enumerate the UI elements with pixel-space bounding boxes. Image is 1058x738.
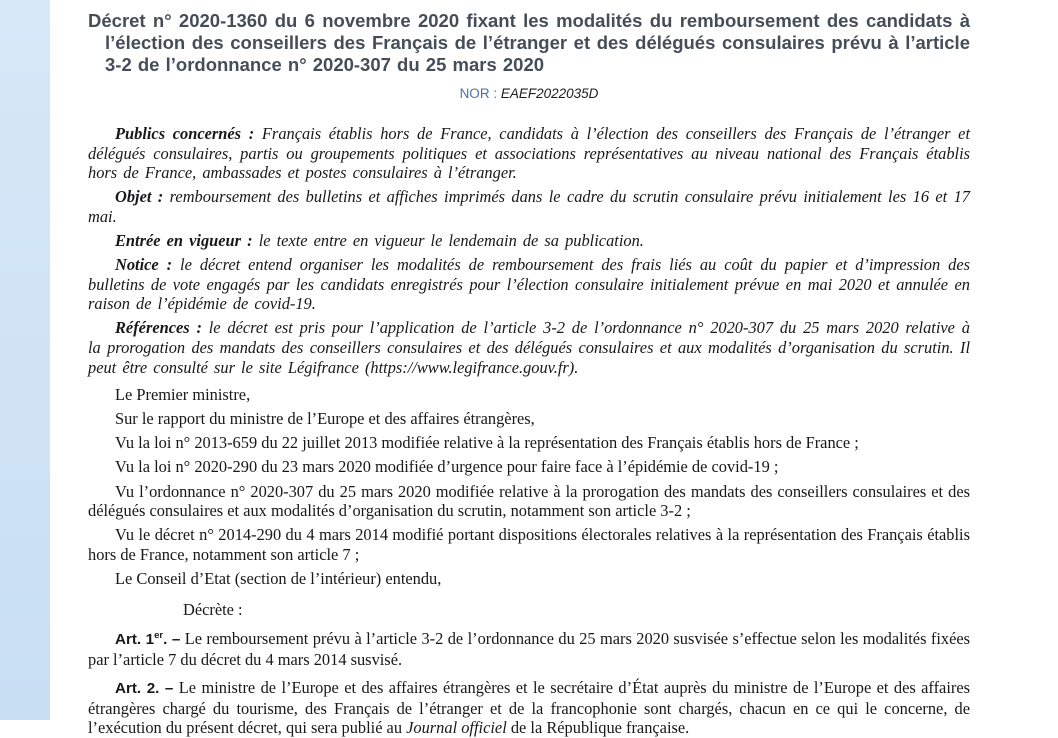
article-1 bbox=[88, 629, 970, 669]
summary-objet-lead: Objet : bbox=[115, 187, 164, 207]
preamble-rapport: Sur le rapport du ministre de l’Europe et des affaires étrangères, bbox=[115, 409, 535, 429]
article-2-lead: Art. 2. – bbox=[115, 680, 174, 698]
summary-entree-text: le texte entre en vigueur le lendemain de sa publication. bbox=[258, 230, 644, 250]
summary-publics-lead: Publics concernés : bbox=[115, 124, 255, 143]
preamble-conseil-etat: Le Conseil d’Etat (section de l’intérieur) entendu, bbox=[115, 568, 442, 588]
decree-document bbox=[88, 10, 970, 738]
decree-preamble bbox=[88, 385, 970, 588]
summary-references-lead: Références : bbox=[115, 318, 202, 338]
summary-notice-paragraph bbox=[88, 255, 970, 314]
preamble-premier-ministre: Le Premier ministre, bbox=[115, 385, 251, 405]
preamble-vu-loi-2020: Vu la loi n° 2020-290 du 23 mars 2020 modifiée d’urgence pour faire face à l’épidémie de covid-19 ; bbox=[115, 457, 779, 477]
decree-title: Décret n° 2020-1360 du 6 novembre 2020 fixant les modalités du remboursement des candidats à l’élection des conseillers des Français de l’étranger et des délégués consulaires prévu à l’article 3-2 de l’ordonnance n° 2020-307 du 25 mars 2020 bbox=[88, 10, 970, 75]
decree-word: Décrète : bbox=[183, 600, 243, 620]
summary-publics-paragraph bbox=[88, 124, 970, 183]
decree-summary bbox=[88, 124, 970, 377]
summary-notice-lead: Notice : bbox=[115, 255, 173, 275]
summary-objet-paragraph bbox=[88, 187, 970, 226]
summary-entree-paragraph bbox=[88, 231, 970, 251]
journal-officiel-italic: Journal officiel bbox=[406, 718, 507, 738]
preamble-vu-decret-2014: Vu le décret n° 2014-290 du 4 mars 2014 modifié portant dispositions électorales relatives à la représentation des Français établis hors de France, notamment son article 7 ; bbox=[88, 525, 970, 564]
article-1-text: Le remboursement prévu à l’article 3-2 de l’ordonnance du 25 mars 2020 susvisée s’effectue selon les modalités fixées par l’article 7 du décret du 4 mars 2014 susvisé. bbox=[88, 629, 970, 669]
nor-label: NOR : bbox=[459, 86, 498, 101]
preamble-vu-ordonnance-2020: Vu l’ordonnance n° 2020-307 du 25 mars 2020 modifiée relative à la prorogation des mandats des conseillers consulaires et des délégués consulaires et aux modalités d’organisation du scrutin, notamment son article 3-2 ; bbox=[88, 481, 970, 521]
page-margin-strip bbox=[0, 0, 50, 720]
nor-line bbox=[88, 86, 970, 102]
preamble-vu-loi-2013: Vu la loi n° 2013-659 du 22 juillet 2013 modifiée relative à la représentation des Français établis hors de France ; bbox=[115, 433, 859, 453]
article-1-lead: Art. 1er. – bbox=[115, 630, 181, 649]
summary-references-paragraph bbox=[88, 318, 970, 377]
summary-notice-text: le décret entend organiser les modalités de remboursement des frais liés au coût du papier et d’impression des bulletins de vote engagés par les candidats enregistrés pour l’élection consulaire initialement prévue en mai 2020 et annulée en raison de l’épidémie de covid-19. bbox=[88, 255, 970, 314]
summary-entree-lead: Entrée en vigueur : bbox=[115, 230, 253, 250]
summary-publics-text: Français établis hors de France, candidats à l’élection des conseillers des Français de l’étranger et délégués consulaires, partis ou groupements politiques et associations représentatives au niveau national des Français établis hors de France, ambassades et postes consulaires à l’étranger. bbox=[88, 124, 970, 183]
article-2-text: Le ministre de l’Europe et des affaires étrangères et le secrétaire d’État auprès du ministre de l’Europe et des affaires étrangères chargé du tourisme, des Français de l’étranger et de la francophonie sont chargés, chacun en ce qui le concerne, de l’exécution du présent décret, qui sera publié au Journal officiel de la République française. bbox=[88, 678, 970, 738]
nor-value: EAEF2022035D bbox=[500, 86, 599, 101]
summary-objet-text: remboursement des bulletins et affiches imprimés dans le cadre du scrutin consulaire prévu initialement les 16 et 17 mai. bbox=[88, 187, 970, 226]
summary-references-text: le décret est pris pour l’application de l’article 3-2 de l’ordonnance n° 2020-307 du 25 mars 2020 relative à la prorogation des mandats des conseillers consulaires et des délégués consulaires et aux modalités d’organisation du scrutin. Il peut être consulté sur le site Légifrance (https://www.legifrance.gouv.fr). bbox=[88, 318, 970, 377]
decree-articles bbox=[88, 629, 970, 738]
article-2 bbox=[88, 678, 970, 738]
